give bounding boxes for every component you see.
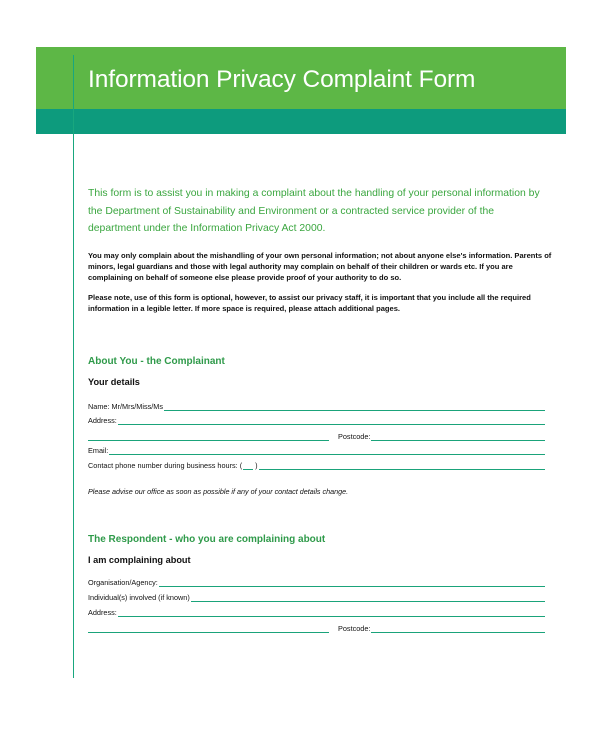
- organisation-label: Organisation/Agency:: [88, 578, 158, 587]
- respondent-postcode-label: Postcode:: [338, 624, 371, 633]
- postcode-label: Postcode:: [338, 432, 371, 441]
- respondent-address-field[interactable]: [88, 606, 545, 618]
- your-details-subheading: Your details: [88, 377, 140, 387]
- phone-number-input[interactable]: [259, 469, 545, 470]
- complainant-name-field[interactable]: [88, 400, 545, 412]
- respondent-address-line2-input[interactable]: [88, 632, 329, 633]
- optional-use-notice: Please note, use of this form is optional, however, to assist our privacy staff, it is important that you include all the required information in a legible letter. If more space is required, please attach additional pages.: [88, 293, 531, 313]
- email-input-line[interactable]: [109, 454, 545, 455]
- respondent-address-input-line[interactable]: [118, 616, 545, 617]
- individuals-label: Individual(s) involved (if known): [88, 593, 190, 602]
- email-label: Email:: [88, 446, 109, 455]
- intro-paragraph: This form is to assist you in making a complaint about the handling of your personal information by the Department of Sustainability and Environment or a contracted service provider of the department under the Information Privacy Act 2000.: [88, 188, 540, 234]
- respondent-organisation-field[interactable]: [88, 576, 545, 588]
- complainant-postcode-field[interactable]: [338, 430, 545, 442]
- phone-area-code-input[interactable]: [243, 469, 253, 470]
- address-input-line[interactable]: [118, 424, 545, 425]
- complainant-address-line2[interactable]: [88, 430, 329, 442]
- individuals-input-line[interactable]: [191, 601, 545, 602]
- name-label: Name: Mr/Mrs/Miss/Ms: [88, 402, 163, 411]
- respondent-address-label: Address:: [88, 608, 117, 617]
- respondent-postcode-input-line[interactable]: [371, 632, 545, 633]
- address-label: Address:: [88, 416, 117, 425]
- contact-change-note: Please advise our office as soon as possible if any of your contact details change.: [88, 487, 349, 496]
- complainant-email-field[interactable]: [88, 444, 545, 456]
- about-you-heading: About You - the Complainant: [88, 356, 225, 367]
- respondent-address-line2[interactable]: [88, 622, 329, 634]
- name-input-line[interactable]: [164, 410, 545, 411]
- complainant-address-field[interactable]: [88, 414, 545, 426]
- phone-label: Contact phone number during business hours: (: [88, 461, 243, 470]
- respondent-heading: The Respondent - who you are complaining about: [88, 534, 326, 545]
- complaining-about-subheading: I am complaining about: [88, 555, 191, 565]
- address-line2-input[interactable]: [88, 440, 329, 441]
- respondent-individuals-field[interactable]: [88, 591, 545, 603]
- complainant-phone-field[interactable]: [88, 459, 545, 471]
- form-title: Information Privacy Complaint Form: [88, 66, 476, 93]
- eligibility-notice: You may only complain about the mishandling of your own personal information; not about anyone else's information. Parents of minors, legal guardians and those with legal authority may complain on behalf of their children or wards etc. If you are complaining on behalf of someone else please provide proof of your authority to do so.: [88, 251, 552, 282]
- organisation-input-line[interactable]: [159, 586, 545, 587]
- respondent-postcode-field[interactable]: [338, 622, 545, 634]
- vertical-margin-line: [73, 55, 74, 678]
- postcode-input-line[interactable]: [371, 440, 545, 441]
- header-accent-band: [36, 109, 566, 134]
- phone-close-paren: ): [255, 461, 258, 470]
